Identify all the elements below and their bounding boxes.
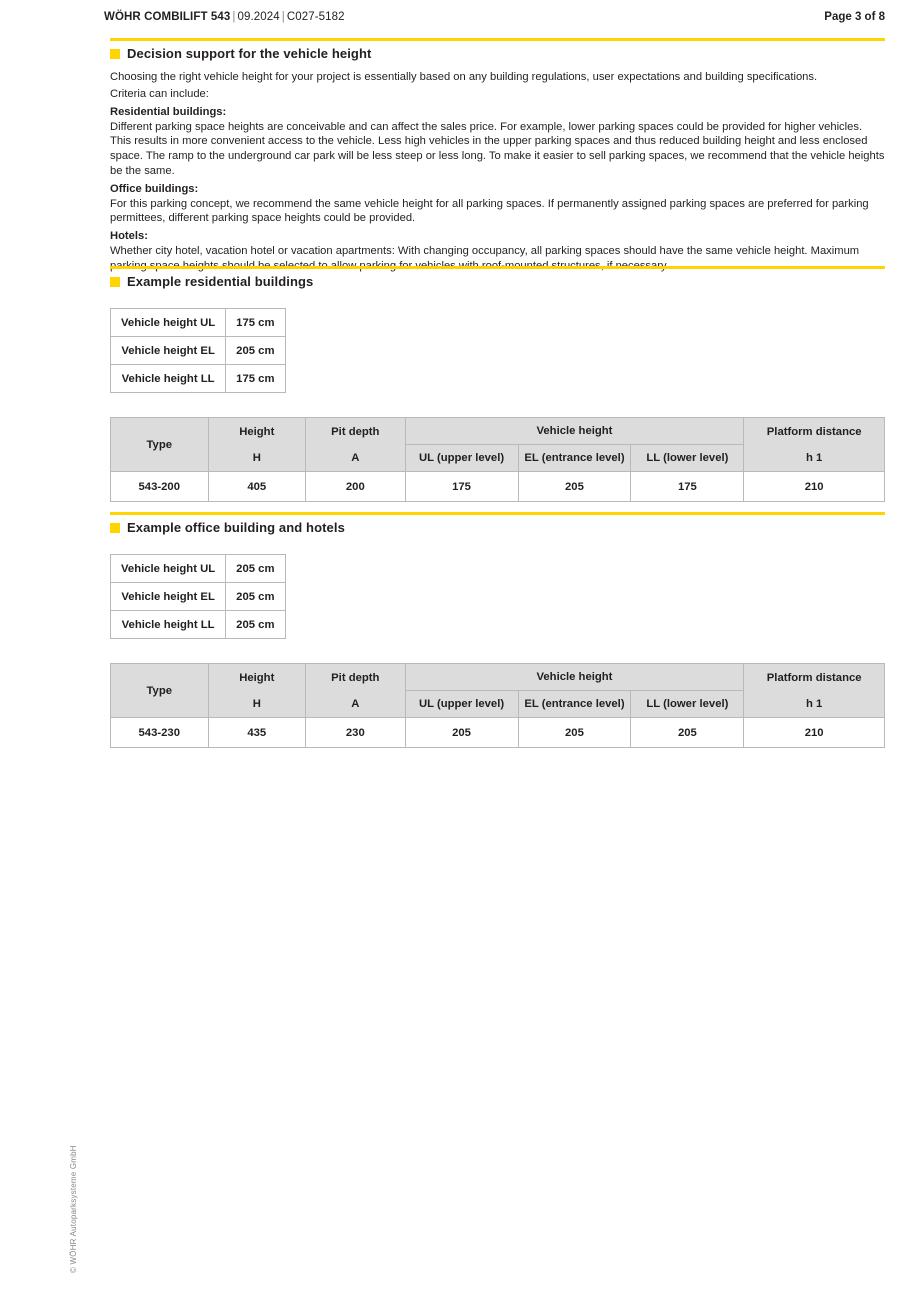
cell-height: 435 bbox=[208, 718, 306, 748]
cell-type: 543-200 bbox=[111, 472, 209, 502]
table-row bbox=[111, 337, 286, 365]
vehicle-height-ul-value: 175 cm bbox=[226, 309, 285, 337]
cell-ul: 175 bbox=[405, 472, 518, 502]
cell-ll: 175 bbox=[631, 472, 744, 502]
col-header-el: EL (entrance level) bbox=[518, 691, 631, 718]
col-header-ul: UL (upper level) bbox=[405, 445, 518, 472]
vehicle-height-el-label: Vehicle height EL bbox=[111, 583, 226, 611]
section-decision-support bbox=[110, 38, 885, 273]
vehicle-height-ul-label: Vehicle height UL bbox=[111, 309, 226, 337]
header-separator-1: | bbox=[232, 11, 236, 23]
vehicle-height-ul-value: 205 cm bbox=[226, 555, 285, 583]
col-header-height: Height H bbox=[208, 664, 306, 718]
vehicle-height-table-office bbox=[110, 554, 286, 639]
text-hotels: Whether city hotel, vacation hotel or vacation apartments: With changing occupancy, all parking spaces should have the same vehicle height. Maximum parking space heights should be selected to allow parking for vehicles with roof-mounted structures, if necessary. bbox=[110, 244, 860, 272]
cell-pit-depth: 200 bbox=[306, 472, 406, 502]
table-header-row-1 bbox=[111, 664, 885, 691]
col-header-pit-depth: Pit depth A bbox=[306, 664, 406, 718]
col-header-type: Type bbox=[111, 418, 209, 472]
cell-platform-distance: 210 bbox=[744, 718, 885, 748]
table-row bbox=[111, 365, 286, 393]
col-header-vehicle-height-group: Vehicle height bbox=[405, 418, 744, 445]
yellow-square-icon bbox=[110, 277, 120, 287]
section-example-residential bbox=[110, 266, 885, 502]
table-row bbox=[111, 472, 885, 502]
col-header-platform-distance: Platform distance h 1 bbox=[744, 418, 885, 472]
col-header-type: Type bbox=[111, 664, 209, 718]
cell-height: 405 bbox=[208, 472, 306, 502]
section-example-office bbox=[110, 512, 885, 748]
subhead-office-buildings: Office buildings: bbox=[110, 182, 199, 195]
col-header-vehicle-height-group: Vehicle height bbox=[405, 664, 744, 691]
table-row bbox=[111, 555, 286, 583]
cell-pit-depth: 230 bbox=[306, 718, 406, 748]
col-header-pit-depth: Pit depth A bbox=[306, 418, 406, 472]
spec-table-residential bbox=[110, 417, 885, 502]
col-header-ll: LL (lower level) bbox=[631, 691, 744, 718]
cell-platform-distance: 210 bbox=[744, 472, 885, 502]
table-header-row-1 bbox=[111, 418, 885, 445]
vehicle-height-el-value: 205 cm bbox=[226, 337, 285, 365]
decision-support-body bbox=[110, 70, 885, 273]
col-header-ul: UL (upper level) bbox=[405, 691, 518, 718]
cell-type: 543-230 bbox=[111, 718, 209, 748]
yellow-square-icon bbox=[110, 523, 120, 533]
section-heading-example-office bbox=[110, 512, 885, 535]
section-title-decision-support: Decision support for the vehicle height bbox=[127, 46, 372, 61]
header-separator-2: | bbox=[281, 11, 285, 23]
cell-ul: 205 bbox=[405, 718, 518, 748]
table-row bbox=[111, 611, 286, 639]
header-doc-code: C027-5182 bbox=[286, 11, 345, 23]
decision-support-lead2: Criteria can include: bbox=[110, 88, 209, 101]
section-title-example-residential: Example residential buildings bbox=[127, 274, 314, 289]
section-heading-decision-support bbox=[110, 38, 885, 61]
vehicle-height-table-residential bbox=[110, 308, 286, 393]
table-row bbox=[111, 309, 286, 337]
text-office-buildings: For this parking concept, we recommend the same vehicle height for all parking spaces. If permanently assigned parking spaces are preferred for parking permittees, different parking space heights could be provided. bbox=[110, 197, 869, 225]
table-row bbox=[111, 718, 885, 748]
vehicle-height-el-value: 205 cm bbox=[226, 583, 285, 611]
col-header-height: Height H bbox=[208, 418, 306, 472]
col-header-el: EL (entrance level) bbox=[518, 445, 631, 472]
page-header bbox=[104, 11, 885, 23]
spec-table-office bbox=[110, 663, 885, 748]
vehicle-height-ll-label: Vehicle height LL bbox=[111, 611, 226, 639]
decision-support-lead: Choosing the right vehicle height for your project is essentially based on any building regulations, user expectations and building specifications. bbox=[110, 71, 818, 84]
vehicle-height-ll-label: Vehicle height LL bbox=[111, 365, 226, 393]
section-title-example-office: Example office building and hotels bbox=[127, 520, 345, 535]
vehicle-height-ll-value: 175 cm bbox=[226, 365, 285, 393]
section-heading-example-residential bbox=[110, 266, 885, 289]
yellow-square-icon bbox=[110, 49, 120, 59]
copyright-footer: © WÖHR Autoparksysteme GmbH bbox=[69, 1145, 78, 1273]
header-date: 09.2024 bbox=[237, 11, 280, 23]
vehicle-height-ul-label: Vehicle height UL bbox=[111, 555, 226, 583]
text-residential-buildings: Different parking space heights are conceivable and can affect the sales price. For example, lower parking spaces could be provided for higher vehicles. This results in more convenient access to the vehicle. Less high vehicles in the upper parking spaces and thus reduced building height and less enclosed space. The ramp to the underground car park will be less steep or less long. To make it easier to sell parking spaces, we recommend that the vehicle heights be the same. bbox=[110, 120, 885, 177]
subhead-residential-buildings: Residential buildings: bbox=[110, 105, 227, 118]
header-doc-title: WÖHR COMBILIFT 543 bbox=[104, 11, 231, 23]
vehicle-height-ll-value: 205 cm bbox=[226, 611, 285, 639]
table-row bbox=[111, 583, 286, 611]
vehicle-height-el-label: Vehicle height EL bbox=[111, 337, 226, 365]
cell-el: 205 bbox=[518, 718, 631, 748]
cell-el: 205 bbox=[518, 472, 631, 502]
subhead-hotels: Hotels: bbox=[110, 230, 148, 243]
page-number: Page 3 of 8 bbox=[824, 11, 885, 23]
cell-ll: 205 bbox=[631, 718, 744, 748]
col-header-ll: LL (lower level) bbox=[631, 445, 744, 472]
col-header-platform-distance: Platform distance h 1 bbox=[744, 664, 885, 718]
header-document-reference bbox=[104, 11, 345, 23]
